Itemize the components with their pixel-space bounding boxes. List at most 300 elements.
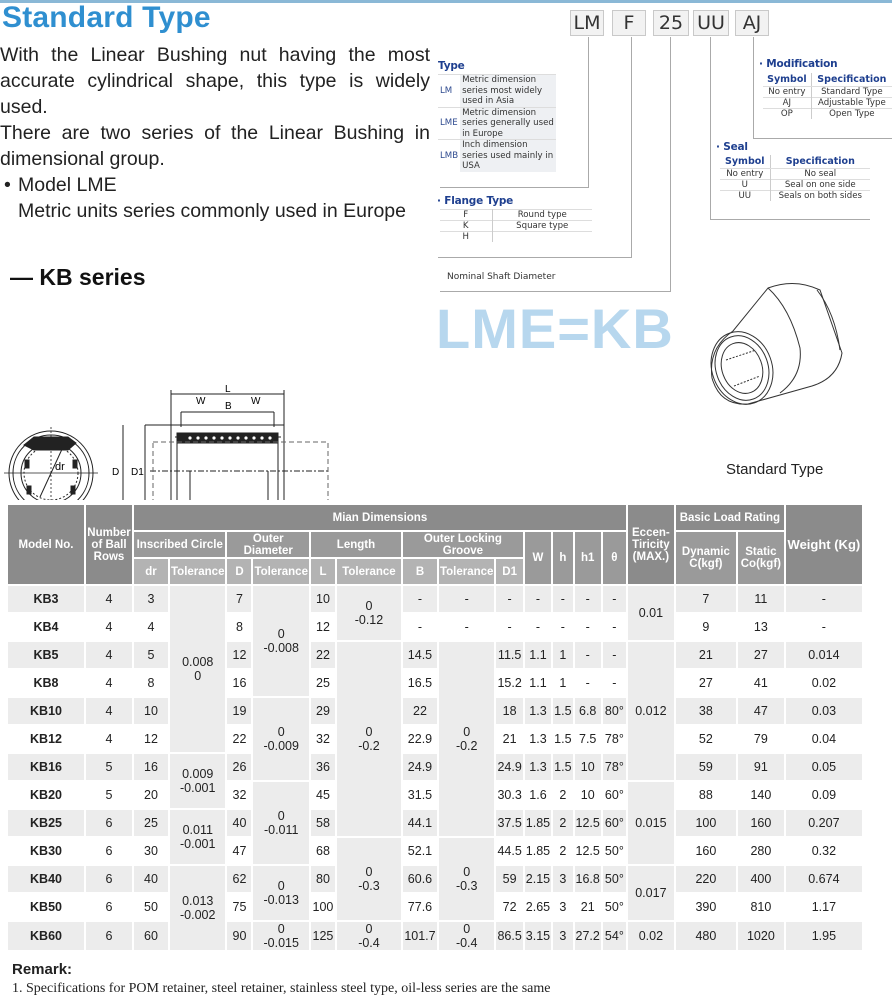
- L-cell: 58: [311, 810, 335, 836]
- dr-tolerance-cell: [170, 866, 225, 950]
- mod-desc: Standard Type: [811, 87, 892, 98]
- linear-bushing-illustration: [700, 278, 860, 408]
- h-cell: 1.5: [553, 698, 572, 724]
- table-row: [8, 614, 862, 640]
- L-cell: 68: [316, 844, 330, 858]
- theta-cell: -: [612, 676, 617, 690]
- dynamic-load-cell: 88: [698, 788, 713, 802]
- B-tolerance-cell-upper: 0: [463, 725, 471, 739]
- h-cell: 2: [559, 844, 567, 858]
- B-cell: 22: [403, 698, 437, 724]
- D-tolerance-cell-lower: -0.011: [263, 823, 299, 837]
- ball-rows-cell: 5: [86, 754, 132, 780]
- model-cell: KB5: [8, 642, 84, 668]
- weight-cell: 0.014: [786, 642, 862, 668]
- B-cell: 44.1: [403, 810, 437, 836]
- table-row: [8, 726, 862, 752]
- connector-line: [440, 187, 589, 188]
- connector-line: [753, 138, 892, 139]
- eccentricity-value: 0.017: [628, 866, 674, 920]
- connector-line: [588, 37, 589, 188]
- col-eccentricity: Eccen-Tiricity (MAX.): [628, 505, 674, 584]
- D-tolerance-cell-lower: -0.008: [263, 641, 299, 655]
- bushing-technical-drawing: [0, 300, 430, 500]
- B-cell: 22.9: [407, 732, 433, 746]
- pn-segment-seal: UU: [693, 10, 729, 36]
- intro-paragraph-1: With the Linear Bushing nut having the most accurate cylindrical shape, this type is widely used.: [0, 44, 430, 118]
- flange-table: [440, 209, 592, 242]
- theta-cell: -: [612, 620, 617, 634]
- weight-cell: 0.674: [786, 866, 862, 892]
- remark-line-1: 1. Specifications for POM retainer, steel retainer, stainless steel type, oil-less series are the same: [12, 981, 551, 996]
- remark-title: Remark:: [12, 961, 73, 978]
- weight-cell: 0.02: [811, 676, 837, 690]
- weight-cell: 1.95: [786, 922, 862, 950]
- table-row: [8, 838, 862, 864]
- flange-title-text: Flange Type: [444, 195, 514, 207]
- static-load-cell: 91: [738, 754, 784, 780]
- connector-line: [670, 37, 671, 291]
- bullet-dot: •: [4, 174, 11, 196]
- page-title: Standard Type: [2, 1, 211, 34]
- table-row: [8, 782, 862, 808]
- type-code: LM: [438, 75, 460, 108]
- W-cell: 1.1: [529, 676, 547, 690]
- L-cell: 32: [316, 732, 330, 746]
- static-load-cell: 41: [753, 676, 768, 690]
- bullet-description: Metric units series commonly used in Europe: [18, 200, 406, 222]
- dr-cell: 4: [147, 620, 155, 634]
- table-row: [8, 698, 862, 724]
- h1-cell: -: [585, 620, 590, 634]
- dynamic-load-cell: 100: [676, 810, 736, 836]
- flange-row: [440, 221, 592, 232]
- col-B-tolerance: Tolerance: [439, 559, 494, 584]
- L-tolerance-cell: [337, 586, 401, 640]
- dynamic-load-cell: 59: [676, 754, 736, 780]
- pn-segment-type: LM: [570, 10, 604, 36]
- type-desc: Inch dimension series used mainly in USA: [460, 140, 556, 172]
- L-tolerance-cell-lower: -0.12: [354, 613, 384, 627]
- h1-cell: 16.8: [575, 866, 601, 892]
- flange-row: [440, 232, 592, 243]
- D-cell: 19: [227, 698, 251, 724]
- dim-B-label: B: [225, 401, 232, 412]
- dr-cell: 25: [134, 810, 168, 836]
- flange-row: [440, 210, 592, 221]
- ball-rows-cell: 6: [86, 810, 132, 836]
- dr-tolerance-cell-lower: -0.001: [180, 781, 216, 795]
- D-cell: 40: [227, 810, 251, 836]
- seal-title-text: Seal: [723, 141, 748, 153]
- theta-cell: -: [603, 586, 626, 612]
- flange-code: K: [440, 221, 492, 232]
- dr-tolerance-cell-upper: 0.011: [182, 823, 213, 837]
- static-load-cell: 1020: [738, 922, 784, 950]
- D-tolerance-cell-lower: -0.013: [263, 893, 299, 907]
- eccentricity-value: 0.012: [628, 642, 674, 780]
- col-L: L: [311, 559, 335, 584]
- L-tolerance-cell: [337, 922, 401, 950]
- D-tolerance-cell-upper: 0: [277, 725, 285, 739]
- W-cell: 1.3: [529, 732, 547, 746]
- col-static: Static Co(kgf): [738, 532, 784, 584]
- seal-code: No entry: [720, 169, 770, 180]
- B-tolerance-cell: -: [439, 586, 494, 612]
- weight-cell: 0.04: [811, 732, 837, 746]
- pn-segment-flange: F: [612, 10, 646, 36]
- L-tolerance-cell-lower: -0.2: [358, 739, 380, 753]
- B-cell: 101.7: [403, 922, 437, 950]
- type-section-title: Type: [438, 60, 465, 72]
- modification-table: [763, 73, 892, 119]
- flange-section-title: · Flange Type: [437, 195, 514, 207]
- W-cell: 1.6: [529, 788, 547, 802]
- seal-header-row: [720, 155, 870, 169]
- D-tolerance-cell: [253, 866, 308, 920]
- W-cell: 1.3: [525, 754, 551, 780]
- col-outer-diameter: Outer Diameter: [227, 532, 308, 557]
- static-load-cell: 400: [738, 866, 784, 892]
- dim-W-left-label: W: [196, 396, 206, 407]
- D-tolerance-cell: [253, 586, 308, 696]
- L-tolerance-cell-lower: -0.3: [358, 879, 380, 893]
- col-D1: D1: [496, 559, 522, 584]
- weight-cell: 0.03: [786, 698, 862, 724]
- W-cell: 2.15: [525, 866, 551, 892]
- D1-cell: 30.3: [497, 788, 522, 802]
- B-cell: 24.9: [403, 754, 437, 780]
- static-load-cell: 810: [750, 900, 772, 914]
- theta-cell: 50°: [603, 866, 626, 892]
- flange-desc: Square type: [492, 221, 592, 232]
- table-row: [8, 894, 862, 920]
- mod-row: [763, 98, 892, 109]
- dr-tolerance-cell-upper: 0.008: [182, 655, 214, 669]
- D-cell: 16: [232, 676, 247, 690]
- dr-tolerance-cell-lower: 0: [194, 669, 202, 683]
- L-cell: 12: [316, 620, 330, 634]
- weight-cell: 0.05: [786, 754, 862, 780]
- B-tolerance-cell: [439, 642, 494, 836]
- dr-cell: 10: [134, 698, 168, 724]
- seal-table: [720, 155, 870, 201]
- h-cell: 3: [559, 900, 567, 914]
- B-cell: 14.5: [403, 642, 437, 668]
- h-cell: 3: [553, 922, 572, 950]
- mod-col-symbol: Symbol: [763, 73, 811, 87]
- D-cell: 62: [227, 866, 251, 892]
- h1-cell: 12.5: [575, 844, 600, 858]
- weight-cell: -: [821, 620, 826, 634]
- D-tolerance-cell-lower: -0.015: [263, 936, 299, 950]
- L-cell: 36: [311, 754, 335, 780]
- table-row: [8, 866, 862, 892]
- connector-line: [710, 37, 711, 220]
- connector-line: [438, 257, 632, 258]
- D-cell: 12: [227, 642, 251, 668]
- col-dr-tolerance: Tolerance: [170, 559, 225, 584]
- dynamic-load-cell: 390: [695, 900, 717, 914]
- dr-cell: 40: [134, 866, 168, 892]
- D1-cell: 59: [496, 866, 522, 892]
- D-cell: 75: [232, 900, 247, 914]
- B-tolerance-cell-lower: -0.2: [455, 739, 478, 753]
- D-tolerance-cell-lower: -0.009: [263, 739, 299, 753]
- mod-row: [763, 87, 892, 98]
- nominal-shaft-label: Nominal Shaft Diameter: [447, 272, 556, 282]
- weight-cell: 0.207: [786, 810, 862, 836]
- col-ball-rows: Number of Ball Rows: [86, 505, 132, 584]
- dynamic-load-cell: 27: [698, 676, 713, 690]
- B-tolerance-cell-lower: -0.3: [455, 879, 478, 893]
- L-tolerance-cell: [337, 838, 401, 920]
- table-row: [8, 642, 862, 668]
- D-tolerance-cell-upper: 0: [277, 922, 285, 936]
- dr-cell: 50: [144, 900, 158, 914]
- bullet-model: [0, 172, 430, 198]
- D-tolerance-cell-upper: 0: [277, 879, 285, 893]
- seal-code: U: [720, 180, 770, 191]
- W-cell: 3.15: [525, 922, 551, 950]
- type-table: [438, 74, 556, 172]
- eccentricity-value: 0.02: [628, 922, 674, 950]
- seal-col-symbol: Symbol: [720, 155, 770, 169]
- theta-cell: -: [603, 642, 626, 668]
- B-cell: -: [403, 586, 437, 612]
- model-cell: KB8: [33, 676, 59, 690]
- D-cell: 7: [227, 586, 251, 612]
- pn-segment-diameter: 25: [653, 10, 689, 36]
- B-tolerance-cell-upper: 0: [463, 865, 471, 879]
- table-row: [8, 670, 862, 696]
- D1-cell: -: [496, 586, 522, 612]
- h-cell: 1.5: [553, 754, 572, 780]
- ball-rows-cell: 4: [105, 732, 113, 746]
- L-cell: 45: [316, 788, 330, 802]
- model-cell: KB4: [33, 620, 59, 634]
- ball-rows-cell: 4: [105, 676, 113, 690]
- col-locking-groove: Outer Locking Groove: [403, 532, 523, 557]
- L-tolerance-cell-upper: 0: [365, 599, 373, 613]
- dim-D1-label: D1: [131, 467, 144, 478]
- col-load-rating: Basic Load Rating: [676, 505, 784, 530]
- theta-cell: 50°: [604, 900, 624, 914]
- col-length: Length: [311, 532, 401, 557]
- h-cell: 1.5: [554, 732, 572, 746]
- D-cell: 26: [227, 754, 251, 780]
- theta-cell: 78°: [604, 732, 624, 746]
- model-cell: KB12: [30, 732, 62, 746]
- W-cell: 1.85: [525, 844, 551, 858]
- static-load-cell: 79: [753, 732, 768, 746]
- L-cell: 29: [311, 698, 335, 724]
- ball-rows-cell: 4: [86, 698, 132, 724]
- D1-cell: 72: [502, 900, 517, 914]
- h1-cell: 10: [575, 754, 601, 780]
- kb-spec-table: [6, 503, 864, 952]
- static-load-cell: 47: [738, 698, 784, 724]
- eccentricity-value: 0.01: [628, 586, 674, 640]
- flange-desc: [492, 232, 592, 243]
- dim-D-label: D: [112, 467, 120, 478]
- D1-cell: 37.5: [496, 810, 522, 836]
- flange-code: F: [440, 210, 492, 221]
- h1-cell: 27.2: [575, 922, 601, 950]
- W-cell: 2.65: [525, 900, 551, 914]
- col-model: Model No.: [8, 505, 84, 584]
- h1-cell: 6.8: [575, 698, 601, 724]
- B-cell: 52.1: [407, 844, 433, 858]
- dynamic-load-cell: 160: [695, 844, 717, 858]
- L-cell: 25: [316, 676, 330, 690]
- dr-cell: 20: [144, 788, 158, 802]
- W-cell: -: [525, 586, 551, 612]
- seal-row: [720, 169, 870, 180]
- W-cell: 1.1: [525, 642, 551, 668]
- static-load-cell: 280: [750, 844, 772, 858]
- table-row: [8, 922, 862, 950]
- L-cell: 100: [312, 900, 334, 914]
- D-tolerance-cell-upper: 0: [277, 809, 285, 823]
- type-desc: Metric dimension series generally used in Europe: [460, 107, 556, 140]
- dr-tolerance-cell-lower: -0.001: [180, 837, 216, 851]
- ball-rows-cell: 4: [86, 642, 132, 668]
- dynamic-load-cell: 480: [676, 922, 736, 950]
- dynamic-load-cell: 52: [698, 732, 713, 746]
- static-load-cell: 11: [738, 586, 784, 612]
- L-tolerance-cell-lower: -0.4: [358, 936, 380, 950]
- D1-cell: -: [507, 620, 512, 634]
- theta-cell: 54°: [603, 922, 626, 950]
- h-cell: 2: [559, 788, 567, 802]
- connector-line: [631, 37, 632, 257]
- table-row: [8, 754, 862, 780]
- col-L-tolerance: Tolerance: [337, 559, 401, 584]
- W-cell: -: [535, 620, 541, 634]
- seal-row: [720, 180, 870, 191]
- B-cell: -: [417, 620, 423, 634]
- mod-desc: Adjustable Type: [811, 98, 892, 109]
- mod-col-spec: Specification: [811, 73, 892, 87]
- dr-cell: 5: [134, 642, 168, 668]
- B-tolerance-cell: [439, 922, 494, 950]
- ball-rows-cell: 6: [86, 866, 132, 892]
- theta-cell: 60°: [604, 788, 624, 802]
- B-tolerance-cell-upper: 0: [463, 922, 471, 936]
- model-cell: KB30: [30, 844, 62, 858]
- col-weight: Weight (Kg): [786, 505, 862, 584]
- dr-cell: 12: [144, 732, 158, 746]
- D-cell: 8: [236, 620, 243, 634]
- L-cell: 10: [311, 586, 335, 612]
- ball-rows-cell: 4: [86, 586, 132, 612]
- h1-cell: 21: [580, 900, 595, 914]
- model-cell: KB40: [8, 866, 84, 892]
- static-load-cell: 160: [738, 810, 784, 836]
- mod-row: [763, 109, 892, 120]
- dim-dr-label: dr: [55, 461, 65, 473]
- mod-header-row: [763, 73, 892, 87]
- dr-cell: 60: [134, 922, 168, 950]
- L-tolerance-cell-upper: 0: [365, 725, 373, 739]
- ball-rows-cell: 6: [86, 922, 132, 950]
- seal-section-title: · Seal: [716, 141, 748, 153]
- dim-L-label: L: [225, 384, 231, 395]
- dr-tolerance-cell-upper: 0.009: [182, 767, 214, 781]
- static-load-cell: 140: [750, 788, 772, 802]
- seal-row: [720, 191, 870, 202]
- pn-segment-modification: AJ: [735, 10, 769, 36]
- seal-desc: Seal on one side: [770, 180, 870, 191]
- col-D-tolerance: Tolerance: [253, 559, 308, 584]
- connector-line: [710, 219, 870, 220]
- flange-code: H: [440, 232, 492, 243]
- theta-cell: 78°: [603, 754, 626, 780]
- dynamic-load-cell: 38: [676, 698, 736, 724]
- D-tolerance-cell: [253, 698, 308, 780]
- dynamic-load-cell: 9: [702, 620, 710, 634]
- h1-cell: 12.5: [575, 810, 601, 836]
- mod-code: OP: [763, 109, 811, 120]
- h-cell: 2: [553, 810, 572, 836]
- col-D: D: [227, 559, 251, 584]
- mod-code: No entry: [763, 87, 811, 98]
- col-dr: dr: [134, 559, 168, 584]
- h-cell: -: [553, 586, 572, 612]
- L-cell: 125: [311, 922, 335, 950]
- connector-line: [753, 37, 754, 138]
- weight-cell: 0.32: [811, 844, 837, 858]
- seal-desc: Seals on both sides: [770, 191, 870, 202]
- B-cell: 60.6: [403, 866, 437, 892]
- D-tolerance-cell: [253, 782, 308, 864]
- ball-rows-cell: 4: [105, 620, 113, 634]
- model-cell: KB16: [8, 754, 84, 780]
- table-row: [8, 586, 862, 612]
- L-tolerance-cell: [337, 642, 401, 836]
- theta-cell: 50°: [604, 844, 624, 858]
- D-tolerance-cell-upper: 0: [277, 627, 285, 641]
- B-cell: 31.5: [407, 788, 433, 802]
- D1-cell: 15.2: [497, 676, 522, 690]
- col-h1: h1: [575, 532, 601, 584]
- D1-cell: 21: [502, 732, 517, 746]
- type-desc: Metric dimension series most widely used in Asia: [460, 75, 556, 108]
- D-cell: 47: [232, 844, 247, 858]
- weight-cell: 0.09: [811, 788, 837, 802]
- col-W: W: [525, 532, 551, 584]
- flange-desc: Round type: [492, 210, 592, 221]
- col-main-dimensions: Mian Dimensions: [134, 505, 626, 530]
- dr-tolerance-cell-upper: 0.013: [182, 894, 214, 908]
- h-cell: 1: [553, 642, 572, 668]
- series-title: — KB series: [10, 264, 146, 290]
- D1-cell: 24.9: [496, 754, 522, 780]
- dr-cell: 30: [144, 844, 158, 858]
- model-cell: KB50: [30, 900, 62, 914]
- model-cell: KB25: [8, 810, 84, 836]
- model-cell: KB20: [30, 788, 62, 802]
- ball-rows-cell: 6: [105, 900, 113, 914]
- col-theta: θ: [603, 532, 626, 584]
- L-cell: 22: [311, 642, 335, 668]
- D-cell: 90: [227, 922, 251, 950]
- L-cell: 80: [311, 866, 335, 892]
- type-row: [438, 107, 556, 140]
- connector-line: [440, 291, 671, 292]
- B-cell: 77.6: [407, 900, 433, 914]
